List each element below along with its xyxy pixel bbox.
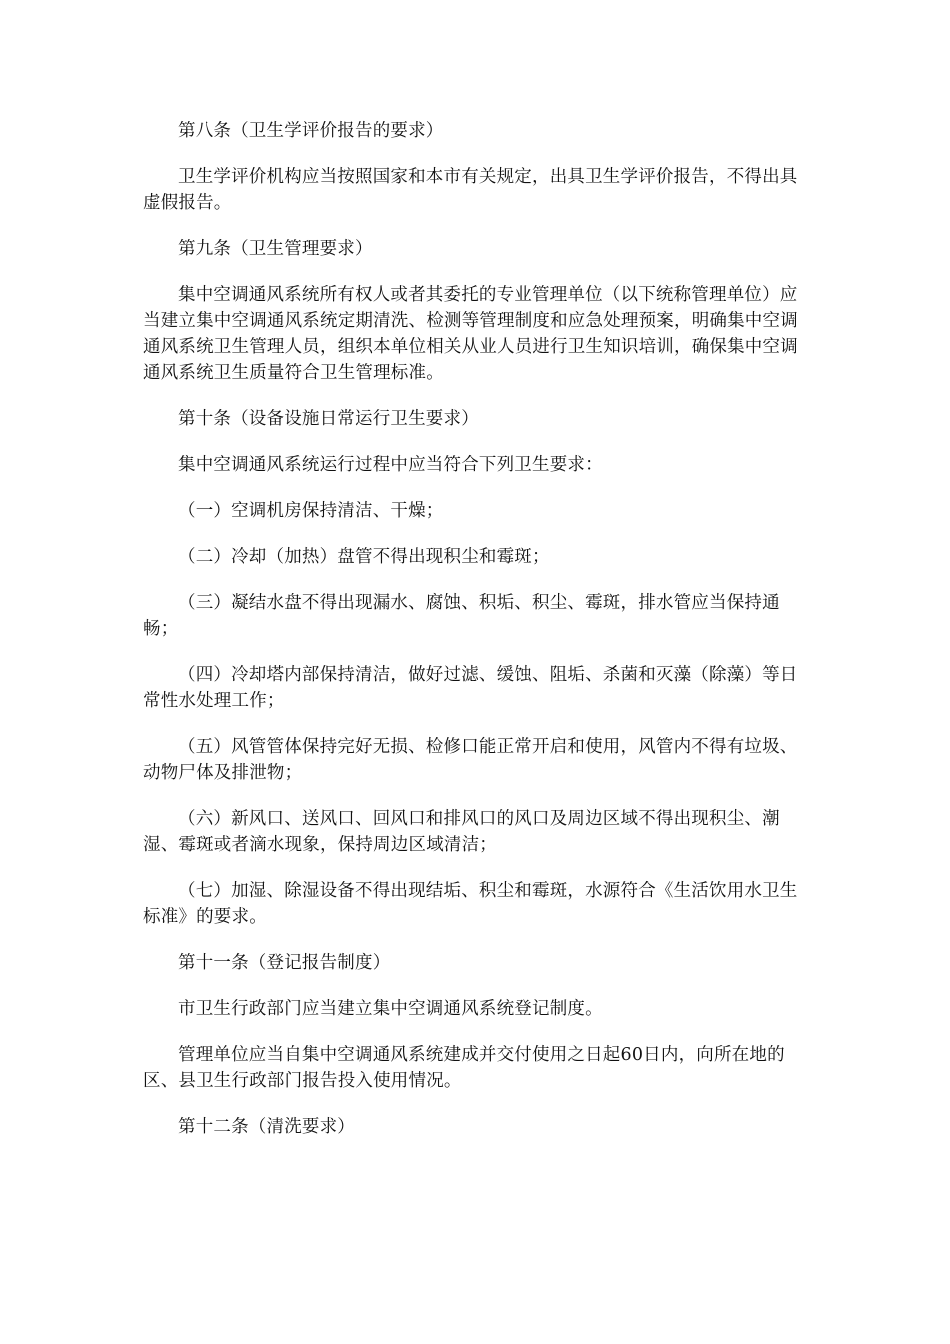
document-page: [143, 118, 808, 1160]
article-10-item-7: （七）加湿、除湿设备不得出现结垢、积尘和霉斑，水源符合《生活饮用水卫生标准》的要求。: [143, 881, 798, 927]
article-10-item-1: （一）空调机房保持清洁、干燥；: [178, 501, 444, 521]
article-10-item-4: （四）冷却塔内部保持清洁，做好过滤、缓蚀、阻垢、杀菌和灭藻（除藻）等日常性水处理工作；: [143, 665, 798, 711]
article-9-body: 集中空调通风系统所有权人或者其委托的专业管理单位（以下统称管理单位）应当建立集中空调通风系统定期清洗、检测等管理制度和应急处理预案，明确集中空调通风系统卫生管理人员，组织本单位相关从业人员进行卫生知识培训，确保集中空调通风系统卫生质量符合卫生管理标准。: [143, 285, 798, 383]
article-9-heading: 第九条（卫生管理要求）: [178, 239, 373, 259]
article-10-item-6: （六）新风口、送风口、回风口和排风口的风口及周边区域不得出现积尘、潮湿、霉斑或者滴水现象，保持周边区域清洁；: [143, 809, 780, 855]
article-10-heading: 第十条（设备设施日常运行卫生要求）: [178, 409, 479, 429]
article-10-item-5: （五）风管管体保持完好无损、检修口能正常开启和使用，风管内不得有垃圾、动物尸体及排泄物；: [143, 737, 798, 783]
article-11-body-1: 市卫生行政部门应当建立集中空调通风系统登记制度。: [178, 999, 603, 1019]
article-11-heading: 第十一条（登记报告制度）: [178, 953, 391, 973]
article-8-body: 卫生学评价机构应当按照国家和本市有关规定，出具卫生学评价报告，不得出具虚假报告。: [143, 167, 798, 213]
article-10-item-3: （三）凝结水盘不得出现漏水、腐蚀、积垢、积尘、霉斑，排水管应当保持通畅；: [143, 593, 780, 639]
article-8-heading: 第八条（卫生学评价报告的要求）: [178, 121, 444, 141]
article-11-body-2: 管理单位应当自集中空调通风系统建成并交付使用之日起60日内，向所在地的区、县卫生行政部门报告投入使用情况。: [143, 1045, 785, 1091]
article-10-item-2: （二）冷却（加热）盘管不得出现积尘和霉斑；: [178, 547, 550, 567]
article-12-heading: 第十二条（清洗要求）: [178, 1117, 355, 1137]
article-10-intro: 集中空调通风系统运行过程中应当符合下列卫生要求：: [178, 455, 603, 475]
